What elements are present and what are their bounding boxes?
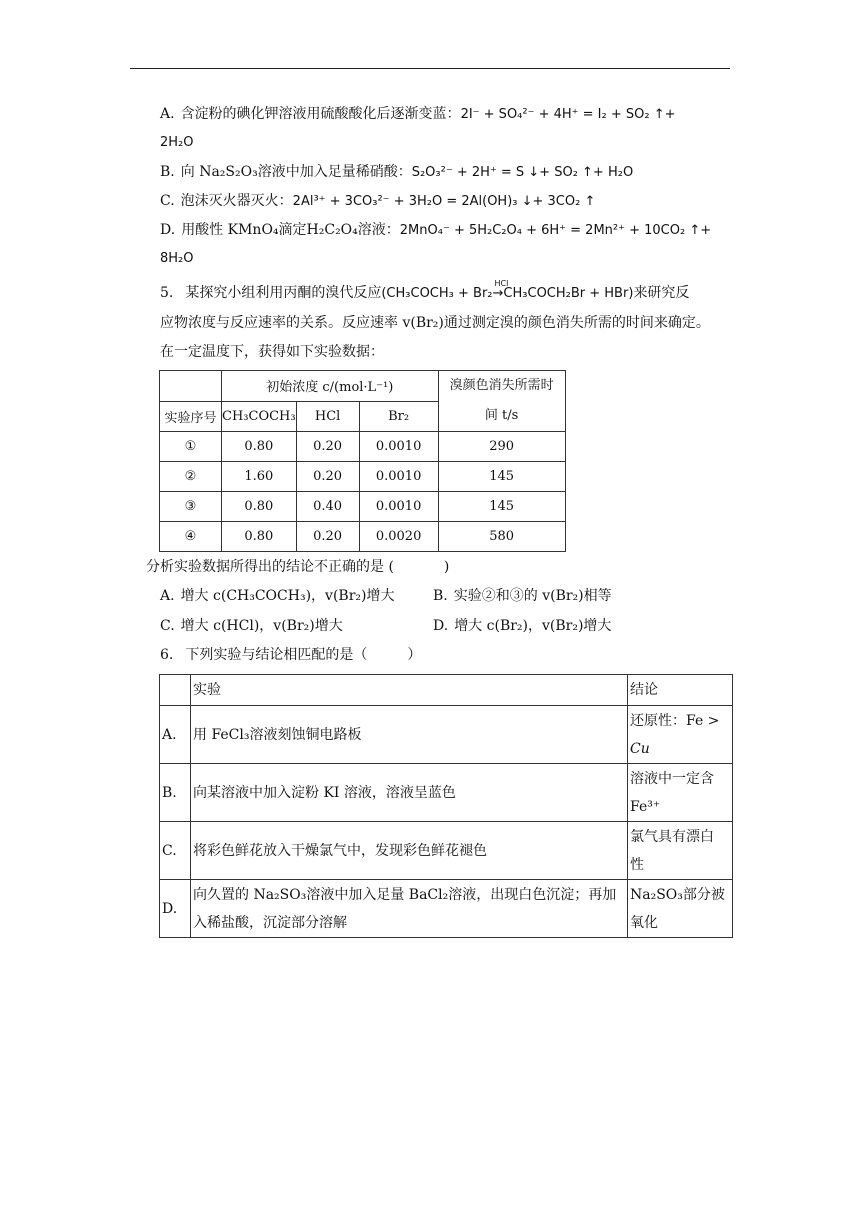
q5-row-acetone: 0.80 <box>222 522 297 552</box>
q5-stem-part1: 某探究小组利用丙酮的溴代反应 <box>185 285 382 301</box>
q4-option-a-label: A. <box>160 106 175 122</box>
q6-row-experiment-line1: 向久置的 Na₂SO₃溶液中加入足量 BaCl₂溶液，出现白色沉淀；再加 <box>193 886 617 903</box>
q5-stem-line1 <box>160 279 690 304</box>
header-rule <box>130 68 730 69</box>
q6-row-experiment: 用 FeCl₃溶液刻蚀铜电路板 <box>191 706 628 764</box>
q5-reaction-right: CH₃COCH₂Br + HBr) <box>503 286 634 301</box>
q5-row-time: 145 <box>438 462 565 492</box>
q6-row-label: B. <box>160 764 191 822</box>
q6-row-conclusion <box>628 880 733 938</box>
q5-table-header-time <box>438 371 565 432</box>
q5-table-header-time-1: 溴颜色消失所需时 <box>449 378 554 393</box>
q5-stem-line3: 在一定温度下，获得如下实验数据： <box>160 344 384 360</box>
q5-question-close: ) <box>443 559 450 575</box>
q4-option-d <box>160 220 711 241</box>
q5-option-a-text: 增大 c(CH₃COCH₃)，v(Br₂)增大 <box>180 588 395 604</box>
q4-option-b <box>160 162 633 183</box>
q6-row-experiment-line2: 入稀盐酸，沉淀部分溶解 <box>193 914 347 931</box>
q6-row-conclusion-line2: Fe³⁺ <box>630 798 661 815</box>
q5-table-header-no: 实验序号 <box>160 401 222 432</box>
q5-row-acetone: 0.80 <box>222 492 297 522</box>
q6-stem <box>160 645 421 665</box>
q6-row-conclusion-line2: Cu <box>630 740 650 757</box>
q5-row-acetone: 0.80 <box>222 432 297 462</box>
q6-row-label: D. <box>160 880 191 938</box>
q5-row-hcl: 0.20 <box>296 462 359 492</box>
q5-table-header-conc: 初始浓度 c/(mol·L⁻¹) <box>222 371 439 402</box>
q4-option-c-label: C. <box>160 193 175 209</box>
q5-row-hcl: 0.20 <box>296 522 359 552</box>
q5-row-br2: 0.0010 <box>359 432 438 462</box>
q4-option-d-label: D. <box>160 222 176 238</box>
q5-table-header-br2: Br₂ <box>359 401 438 432</box>
q5-number: 5. <box>160 285 174 301</box>
q4-option-c-equation: 2Al³⁺ + 3CO₃²⁻ + 3H₂O = 2Al(OH)₃ ↓+ 3CO₂ ↑ <box>292 194 596 209</box>
q6-row-experiment <box>191 880 628 938</box>
q4-option-d-equation: 2MnO₄⁻ + 5H₂C₂O₄ + 6H⁺ = 2Mn²⁺ + 10CO₂ ↑+ <box>399 223 712 238</box>
q5-table-header-acetone: CH₃COCH₃ <box>222 401 297 432</box>
q6-row-conclusion-line1: Na₂SO₃部分被 <box>630 886 725 903</box>
q4-option-b-label: B. <box>160 164 175 180</box>
q5-option-d-label: D. <box>433 618 449 634</box>
table-row <box>160 462 566 492</box>
q5-reaction-arrow <box>492 279 509 304</box>
q5-option-c-label: C. <box>160 618 175 634</box>
q6-number: 6. <box>160 647 174 663</box>
q6-row-label: A. <box>160 706 191 764</box>
q6-table-header-experiment: 实验 <box>191 675 628 706</box>
q5-reaction-arrow-glyph: → <box>492 286 504 301</box>
q5-row-acetone: 1.60 <box>222 462 297 492</box>
q5-data-table <box>159 370 566 552</box>
q5-row-no: ④ <box>160 522 222 552</box>
q5-row-no: ③ <box>160 492 222 522</box>
q5-table-header-hcl: HCl <box>296 401 359 432</box>
q6-row-label: C. <box>160 822 191 880</box>
q4-option-a-text: 含淀粉的碘化钾溶液用硫酸酸化后逐渐变蓝： <box>180 106 461 122</box>
q5-option-d-text: 增大 c(Br₂)，v(Br₂)增大 <box>454 618 612 634</box>
q4-option-a-equation: 2I⁻ + SO₄²⁻ + 4H⁺ = I₂ + SO₂ ↑+ <box>460 107 676 122</box>
q5-table-header-time-2: 间 t/s <box>484 408 519 423</box>
q5-option-d <box>433 616 611 636</box>
q5-stem-part2: 来研究反 <box>633 285 690 301</box>
q5-question-text: 分析实验数据所得出的结论不正确的是 ( <box>146 559 394 575</box>
q6-table <box>159 674 733 938</box>
q5-question <box>146 557 449 577</box>
q6-row-conclusion <box>628 822 733 880</box>
q6-row-conclusion-line2: 性 <box>630 856 644 873</box>
q5-row-hcl: 0.40 <box>296 492 359 522</box>
table-row <box>160 880 733 938</box>
table-row <box>160 432 566 462</box>
q6-row-conclusion-line2: 氧化 <box>630 914 658 931</box>
q5-reaction-left: (CH₃COCH₃ + Br₂ <box>381 286 493 301</box>
q6-row-experiment: 向某溶液中加入淀粉 KI 溶液，溶液呈蓝色 <box>191 764 628 822</box>
table-row <box>160 492 566 522</box>
table-row <box>160 706 733 764</box>
q5-option-b-label: B. <box>433 588 448 604</box>
q4-option-b-equation: S₂O₃²⁻ + 2H⁺ = S ↓+ SO₂ ↑+ H₂O <box>411 165 634 180</box>
q4-option-c <box>160 191 595 212</box>
q5-row-br2: 0.0010 <box>359 462 438 492</box>
table-row <box>160 764 733 822</box>
q6-row-conclusion <box>628 706 733 764</box>
q5-row-no: ① <box>160 432 222 462</box>
q4-option-b-text: 向 Na₂S₂O₃溶液中加入足量稀硝酸： <box>180 164 412 180</box>
q5-option-b <box>433 586 612 606</box>
q5-option-a-label: A. <box>160 588 175 604</box>
q6-row-conclusion-line1: 氯气具有漂白 <box>630 828 714 845</box>
q5-row-time: 145 <box>438 492 565 522</box>
q5-option-c-text: 增大 c(HCl)，v(Br₂)增大 <box>180 618 343 634</box>
q6-row-conclusion <box>628 764 733 822</box>
q5-option-a <box>160 586 394 606</box>
q4-option-c-text: 泡沫灭火器灭火： <box>180 193 293 209</box>
q5-table-corner <box>160 371 222 402</box>
q4-option-d-text: 用酸性 KMnO₄滴定H₂C₂O₄溶液： <box>181 222 400 238</box>
q6-table-corner <box>160 675 191 706</box>
q5-reaction-catalyst: HCl <box>494 279 509 288</box>
q4-option-a-equation-cont: 2H₂O <box>160 135 194 150</box>
q5-row-time: 580 <box>438 522 565 552</box>
q5-row-no: ② <box>160 462 222 492</box>
q5-row-br2: 0.0020 <box>359 522 438 552</box>
q5-row-time: 290 <box>438 432 565 462</box>
q5-option-b-text: 实验②和③的 v(Br₂)相等 <box>453 588 612 604</box>
q5-option-c <box>160 616 343 636</box>
table-row <box>160 522 566 552</box>
q6-stem-text: 下列实验与结论相匹配的是（ <box>185 647 368 663</box>
q6-row-conclusion-line1: 溶液中一定含 <box>630 770 714 787</box>
q6-table-header-conclusion: 结论 <box>628 675 733 706</box>
q4-option-a <box>160 104 676 125</box>
q5-row-hcl: 0.20 <box>296 432 359 462</box>
q4-option-d-equation-cont: 8H₂O <box>160 251 194 266</box>
q5-row-br2: 0.0010 <box>359 492 438 522</box>
q6-row-experiment: 将彩色鲜花放入干燥氯气中，发现彩色鲜花褪色 <box>191 822 628 880</box>
table-row <box>160 822 733 880</box>
q5-stem-line2: 应物浓度与反应速率的关系。反应速率 v(Br₂)通过测定溴的颜色消失所需的时间来确定。 <box>160 315 710 331</box>
q6-row-conclusion-line1: 还原性：Fe > <box>630 712 720 729</box>
q6-stem-close: ） <box>407 647 422 663</box>
